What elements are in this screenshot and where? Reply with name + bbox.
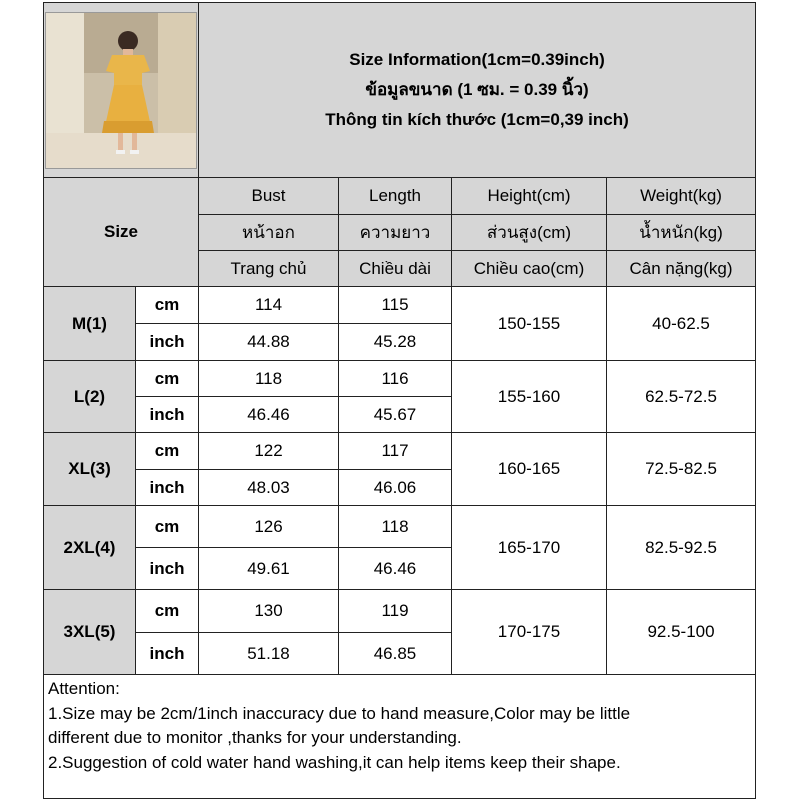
height-value: 165-170 xyxy=(452,506,607,590)
bust-cm-value: 122 xyxy=(199,433,339,470)
size-l-label: L(2) xyxy=(44,361,136,433)
weight-value: 62.5-72.5 xyxy=(607,361,756,433)
bust-cm-value: 118 xyxy=(199,361,339,397)
length-inch-value: 46.85 xyxy=(339,633,452,675)
attention-notes xyxy=(44,675,756,799)
length-cm-value: 117 xyxy=(339,433,452,470)
bust-inch-value: 51.18 xyxy=(199,633,339,675)
size-2xl-label: 2XL(4) xyxy=(44,506,136,590)
col-bust-en: Bust xyxy=(199,178,339,215)
col-length-vi: Chiều dài xyxy=(339,251,452,287)
height-value: 155-160 xyxy=(452,361,607,433)
col-height-en: Height(cm) xyxy=(452,178,607,215)
height-value: 170-175 xyxy=(452,590,607,675)
size-3xl-label: 3XL(5) xyxy=(44,590,136,675)
length-cm-value: 115 xyxy=(339,287,452,324)
bust-cm-value: 130 xyxy=(199,590,339,633)
unit-cm-label: cm xyxy=(136,361,199,397)
size-info-en: Size Information(1cm=0.39inch) xyxy=(349,50,605,69)
bust-inch-value: 48.03 xyxy=(199,470,339,506)
unit-inch-label: inch xyxy=(136,470,199,506)
weight-value: 72.5-82.5 xyxy=(607,433,756,506)
bust-inch-value: 49.61 xyxy=(199,548,339,590)
length-inch-value: 45.67 xyxy=(339,397,452,433)
size-info-vi: Thông tin kích thước (1cm=0,39 inch) xyxy=(325,110,629,129)
weight-value: 92.5-100 xyxy=(607,590,756,675)
table-row xyxy=(44,361,756,397)
col-weight-th: น้ำหนัก(kg) xyxy=(607,215,756,251)
unit-cm-label: cm xyxy=(136,590,199,633)
size-column-header: Size xyxy=(44,178,199,287)
product-photo xyxy=(45,12,197,169)
bust-cm-value: 126 xyxy=(199,506,339,548)
size-m-label: M(1) xyxy=(44,287,136,361)
bust-cm-value: 114 xyxy=(199,287,339,324)
unit-cm-label: cm xyxy=(136,287,199,324)
unit-inch-label: inch xyxy=(136,397,199,433)
length-cm-value: 118 xyxy=(339,506,452,548)
col-height-th: ส่วนสูง(cm) xyxy=(452,215,607,251)
table-row xyxy=(44,433,756,470)
col-bust-vi: Trang chủ xyxy=(199,251,339,287)
length-inch-value: 46.06 xyxy=(339,470,452,506)
col-length-en: Length xyxy=(339,178,452,215)
height-value: 150-155 xyxy=(452,287,607,361)
attention-line-3: 2.Suggestion of cold water hand washing,it can help items keep their shape. xyxy=(48,752,621,772)
bust-inch-value: 46.46 xyxy=(199,397,339,433)
size-xl-label: XL(3) xyxy=(44,433,136,506)
height-value: 160-165 xyxy=(452,433,607,506)
attention-line-2: different due to monitor ,thanks for your understanding. xyxy=(48,728,462,747)
table-row xyxy=(44,506,756,548)
unit-inch-label: inch xyxy=(136,548,199,590)
attention-title: Attention: xyxy=(48,679,120,698)
col-bust-th: หน้าอก xyxy=(199,215,339,251)
attention-line-1: 1.Size may be 2cm/1inch inaccuracy due to hand measure,Color may be little xyxy=(48,703,631,723)
bust-inch-value: 44.88 xyxy=(199,324,339,361)
unit-inch-label: inch xyxy=(136,324,199,361)
length-inch-value: 45.28 xyxy=(339,324,452,361)
unit-cm-label: cm xyxy=(136,506,199,548)
size-chart-table xyxy=(43,2,756,799)
length-cm-value: 119 xyxy=(339,590,452,633)
unit-inch-label: inch xyxy=(136,633,199,675)
table-row xyxy=(44,590,756,633)
col-height-vi: Chiều cao(cm) xyxy=(452,251,607,287)
unit-cm-label: cm xyxy=(136,433,199,470)
length-inch-value: 46.46 xyxy=(339,548,452,590)
weight-value: 82.5-92.5 xyxy=(607,506,756,590)
weight-value: 40-62.5 xyxy=(607,287,756,361)
col-weight-en: Weight(kg) xyxy=(607,178,756,215)
col-weight-vi: Cân nặng(kg) xyxy=(607,251,756,287)
col-length-th: ความยาว xyxy=(339,215,452,251)
size-chart-sheet xyxy=(43,2,755,798)
product-photo-cell xyxy=(44,3,199,178)
size-info-th: ข้อมูลขนาด (1 ซม. = 0.39 นิ้ว) xyxy=(365,80,589,99)
size-info-header xyxy=(199,3,756,178)
table-row xyxy=(44,287,756,324)
length-cm-value: 116 xyxy=(339,361,452,397)
